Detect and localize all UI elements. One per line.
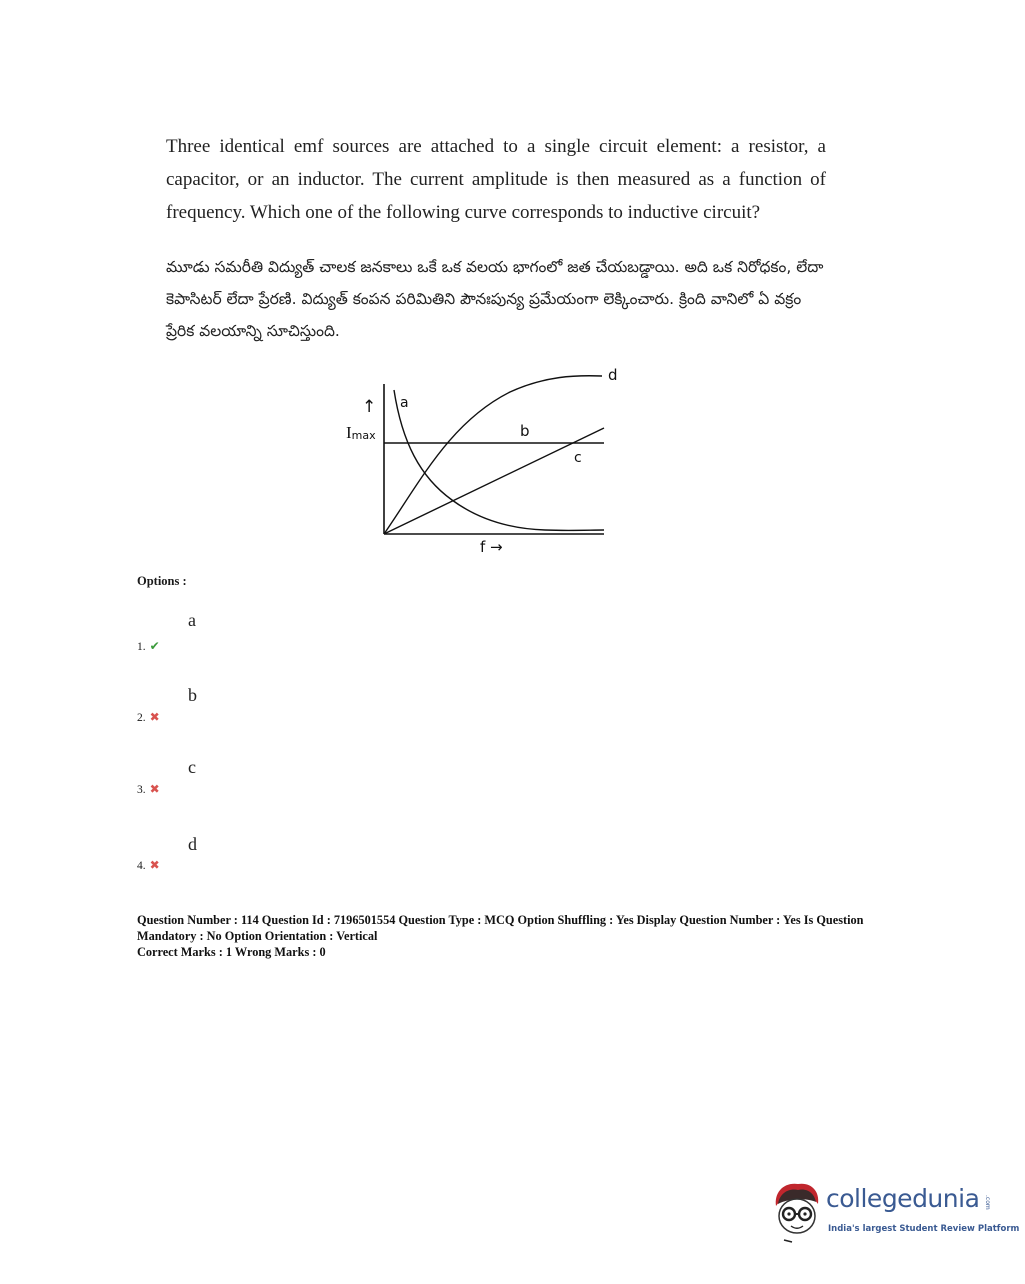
current-frequency-graph (340, 362, 630, 562)
metadata-line-2: Correct Marks : 1 Wrong Marks : 0 (137, 945, 326, 959)
option-4-number (137, 858, 160, 873)
curve-c (384, 428, 604, 534)
option-2-text: b (188, 685, 197, 705)
x-axis-label: f → (480, 538, 503, 556)
options-label: Options : (137, 574, 187, 588)
option-4-label: 4. (137, 860, 146, 872)
question-english: Three identical emf sources are attached to a single circuit element: a resistor, a capacitor, or an inductor. The current amplitude is then measured as a function of frequency. Which one of the following curve corresponds to inductive circuit? (166, 136, 826, 223)
option-1-text: a (188, 610, 196, 630)
curve-c-label: c (574, 450, 582, 466)
curve-d (384, 376, 602, 534)
collegedunia-logo (768, 1178, 1020, 1248)
curve-d-label: d (608, 366, 618, 384)
option-4-text: d (188, 834, 197, 854)
metadata-line-1: Question Number : 114 Question Id : 7196501554 Question Type : MCQ Option Shuffling : Yes Display Question Number : Yes Is Question Mandatory : No Option Orientation : Vertical (137, 913, 864, 943)
brand-name: collegedunia (826, 1184, 980, 1213)
option-2-label: 2. (137, 712, 146, 724)
cross-icon: ✖ (149, 710, 160, 724)
cross-icon: ✖ (149, 782, 160, 796)
question-telugu: మూడు సమరీతి విద్యుత్ చాలక జనకాలు ఒకే ఒక వలయ భాగంలో జత చేయబడ్డాయి. అది ఒక నిరోధకం, లేదా కెపాసిటర్ లేదా ప్రేరణి. విద్యుత్ కంపన పరిమితిని పౌనఃపున్య ప్రమేయంగా లెక్కించారు. క్రింది వానిలో ఏ వక్రం ప్రేరిక వలయాన్ని సూచిస్తుంది. (166, 258, 824, 340)
check-icon: ✔ (149, 639, 160, 653)
option-2-number (137, 710, 160, 725)
curve-a (394, 390, 604, 530)
option-3-number (137, 782, 160, 797)
cross-icon: ✖ (149, 858, 160, 872)
option-1-label: 1. (137, 641, 146, 653)
brand-com: .com (984, 1195, 991, 1210)
option-1-number (137, 639, 160, 654)
option-3-label: 3. (137, 784, 146, 796)
y-arrow: ↑ (362, 397, 377, 417)
option-3-text: c (188, 757, 196, 777)
curve-b-label: b (520, 422, 530, 440)
brand-tagline: India's largest Student Review Platform (828, 1224, 1020, 1234)
question-metadata (137, 912, 907, 960)
y-axis-label: Imax (346, 423, 376, 442)
mascot-icon (768, 1178, 828, 1248)
curve-a-label: a (400, 395, 409, 411)
